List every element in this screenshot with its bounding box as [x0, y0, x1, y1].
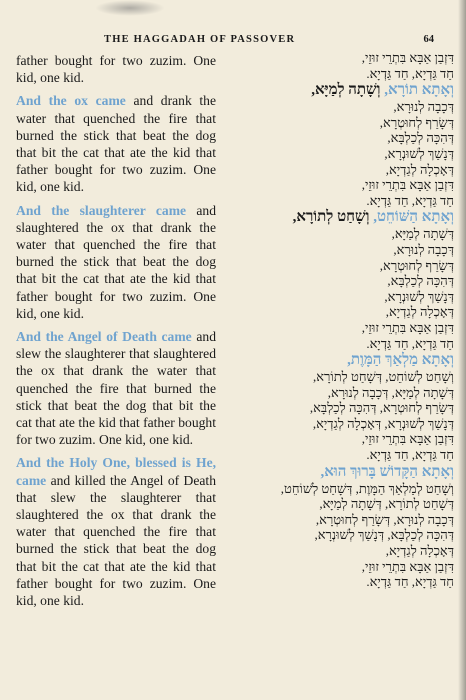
- running-header: [104, 34, 434, 45]
- aramaic-line: דְּהִכָּה לְכַלְבָּא, דְּנָשַׁךְ לְשׁוּנְרָא,: [314, 527, 454, 543]
- stanza-heading-blue: וְאָתָא מַלְאַךְ הַמָּוֶת,: [347, 352, 454, 369]
- aramaic-line: וְשָׁחַט לְמַלְאַךְ הַמָּוֶת, דְּשָׁחַט לְשׁוֹחֵט,: [280, 480, 454, 496]
- paragraph-lead: And the ox came: [16, 93, 126, 109]
- aramaic-line: דִּזְבַן אַבָּא בִּתְרֵי זוּזֵי,: [361, 177, 454, 193]
- stanza-heading: [222, 463, 454, 481]
- stanza-heading-dark: וְשָׁתָה לְמַיָּא,: [311, 82, 381, 99]
- stanza-heading-blue: וְאָתָא הַשּׁוֹחֵט,: [373, 209, 454, 226]
- aramaic-line: דְּכָבָה לְנוּרָא,: [393, 241, 454, 257]
- aramaic-line: דְּכָבָה לְנוּרָא, דְּשָׂרַף לְחוּטְרָא,: [315, 511, 454, 527]
- page-edge-shadow: [458, 0, 466, 700]
- paragraph-text: and killed the Angel of Death that slew the slaughterer that slaughtered the ox that drank the water that quenched the fire that burned the stick that beat the dog that bit the cat that ate the kid that father bought for two zuzim. One kid, one kid.: [16, 472, 216, 609]
- aramaic-line: חַד גַּדְיָא, חַד גַּדְיָא.: [366, 574, 454, 590]
- aramaic-line: חַד גַּדְיָא, חַד גַּדְיָא.: [366, 65, 454, 81]
- aramaic-line: חַד גַּדְיָא, חַד גַּדְיָא.: [366, 447, 454, 463]
- english-paragraph: [16, 454, 216, 609]
- english-paragraph: [16, 202, 216, 322]
- stanza-heading: [222, 81, 454, 99]
- aramaic-line: דְּשָׁחַט לְתוֹרָא, דְּשָׁתָה לְמַיָּא,: [319, 496, 454, 512]
- page-stain: [95, 0, 165, 16]
- header-title: THE HAGGADAH OF PASSOVER: [104, 34, 296, 45]
- english-paragraph: [16, 92, 216, 195]
- english-column: [16, 52, 216, 615]
- aramaic-line: דְּנָשַׁךְ לְשׁוּנְרָא, דְּאָכְלָה לְגַדְיָא,: [312, 415, 454, 431]
- aramaic-line: דְּנָשַׁךְ לְשׁוּנְרָא,: [384, 288, 454, 304]
- paragraph-lead: And the slaughterer came: [16, 202, 187, 218]
- stanza-4: [222, 463, 454, 590]
- paragraph-lead: And the Angel of Death came: [16, 329, 192, 345]
- paragraph-text: father bought for two zuzim. One kid, one kid.: [16, 53, 216, 86]
- aramaic-line: דְּנָשַׁךְ לְשׁוּנְרָא,: [384, 145, 454, 161]
- stanza-heading-blue: וְאָתָא הַקָּדוֹשׁ בָּרוּךְ הוּא,: [320, 463, 454, 480]
- aramaic-line: דְּהִכָּה לְכַלְבָּא,: [387, 130, 454, 146]
- aramaic-column: [222, 50, 454, 590]
- aramaic-line: דְּשָׁתָה לְמַיָּא, דְּכָבָה לְנוּרָא,: [327, 384, 454, 400]
- aramaic-line: דִּזְבַן אַבָּא בִּתְרֵי זוּזֵי,: [361, 50, 454, 65]
- aramaic-line: דְּאָכְלָה לְגַדְיָא,: [385, 304, 454, 320]
- aramaic-line: דְּאָכְלָה לְגַדְיָא,: [385, 161, 454, 177]
- stanza-heading: [222, 208, 454, 226]
- aramaic-line: חַד גַּדְיָא, חַד גַּדְיָא.: [366, 192, 454, 208]
- aramaic-line: דִּזְבַן אַבָּא בִּתְרֵי זוּזֵי,: [361, 431, 454, 447]
- paragraph-lead: And the Holy One, blessed is He, came: [16, 455, 216, 488]
- aramaic-line: דְּשָׁתָה לְמַיָּא,: [391, 226, 454, 242]
- aramaic-line: דִּזְבַן אַבָּא בִּתְרֵי זוּזֵי,: [361, 319, 454, 335]
- aramaic-line: דְּשָׂרַף לְחוּטְרָא, דְּהִכָּה לְכַלְבָּא,: [309, 400, 454, 416]
- aramaic-line: וְשָׁחַט לְשׁוֹחֵט, דְּשָׁחַט לְתוֹרָא,: [312, 369, 454, 385]
- paragraph-text: and slaughtered the ox that drank the water that quenched the fire that burned the stick that beat the dog that bit the cat that ate the kid that father bought for two zuzim. One kid, one kid.: [16, 202, 216, 321]
- stanza-heading-blue: וְאָתָא תוֹרָא,: [384, 82, 454, 99]
- stanza-2: [222, 208, 454, 351]
- aramaic-line: דְּשָׂרַף לְחוּטְרָא,: [379, 257, 454, 273]
- stanza-1: [222, 81, 454, 208]
- aramaic-line: דְּהִכָּה לְכַלְבָּא,: [387, 273, 454, 289]
- stanza-heading-dark: וְשָׁחַט לְתוֹרָא,: [292, 209, 370, 226]
- english-paragraph: [16, 52, 216, 86]
- stanza-heading: [222, 351, 454, 369]
- paragraph-text: and slew the slaughterer that slaughtered the ox that drank the water that quenched the fire that burned the stick that beat the dog that bit the cat that ate the kid that father bought for two zuzim. One kid, one kid.: [16, 329, 216, 448]
- stanza-0: [222, 50, 454, 81]
- page-number: 64: [423, 34, 434, 45]
- english-paragraph: [16, 328, 216, 448]
- paragraph-text: and drank the water that quenched the fire that burned the stick that beat the dog that bit the cat that ate the kid that father bought for two zuzim. One kid, one kid.: [16, 93, 217, 195]
- stanza-3: [222, 351, 454, 463]
- aramaic-line: דְּשָׂרַף לְחוּטְרָא,: [379, 114, 454, 130]
- aramaic-line: דִּזְבַן אַבָּא בִּתְרֵי זוּזֵי,: [361, 558, 454, 574]
- aramaic-line: דְּאָכְלָה לְגַדְיָא,: [385, 543, 454, 559]
- aramaic-line: דְּכָבָה לְנוּרָא,: [393, 99, 454, 115]
- aramaic-line: חַד גַּדְיָא, חַד גַּדְיָא.: [366, 335, 454, 351]
